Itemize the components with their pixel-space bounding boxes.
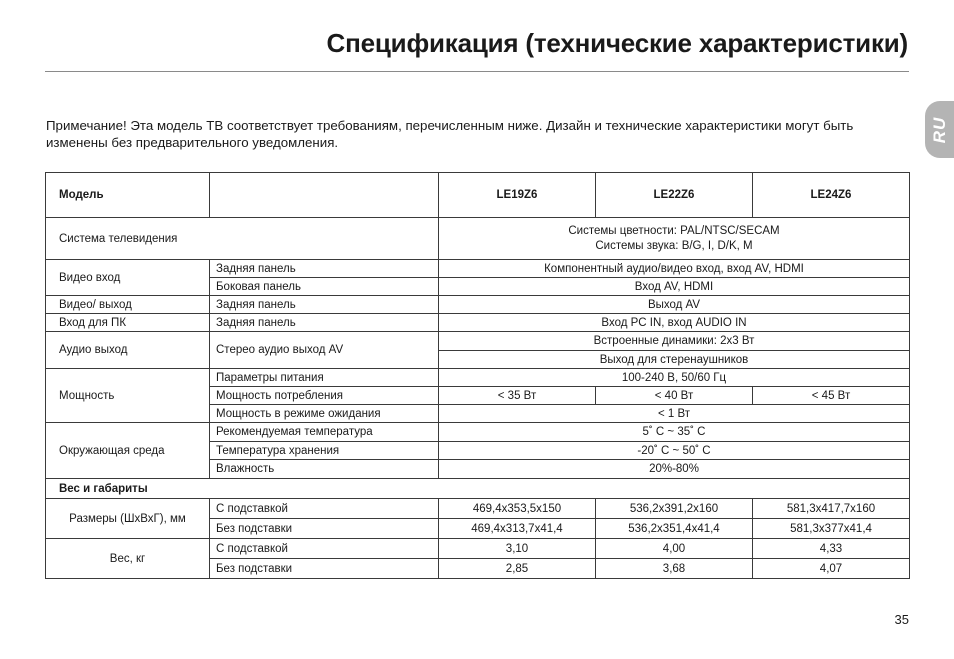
env-storage-label: Температура хранения xyxy=(210,442,439,460)
tv-system-value xyxy=(439,218,910,260)
dims-without-stand-le19z6: 469,4x313,7x41,4 xyxy=(439,519,596,539)
video-out-sub: Задняя панель xyxy=(210,296,439,314)
audio-out-speakers: Встроенные динамики: 2x3 Вт xyxy=(439,332,910,351)
table-row xyxy=(46,479,910,499)
page-title: Спецификация (технические характеристики) xyxy=(326,28,908,58)
power-supply-value: 100-240 В, 50/60 Гц xyxy=(439,369,910,387)
page-number: 35 xyxy=(894,612,909,627)
weight-with-stand-le22z6: 4,00 xyxy=(596,539,753,559)
power-consumption-le24z6: < 45 Вт xyxy=(753,387,910,405)
weight-dims-header: Вес и габариты xyxy=(46,479,910,499)
note-text: Примечание! Эта модель ТВ соответствует требованиям, перечисленным ниже. Дизайн и технические характеристики могут быть изменены без предварительного уведомления. xyxy=(46,118,854,150)
dims-with-stand-label: С подставкой xyxy=(210,499,439,519)
video-out-label: Видео/ выход xyxy=(46,296,210,314)
audio-out-sub: Стерео аудио выход AV xyxy=(210,332,439,369)
pc-in-value: Вход PC IN, вход AUDIO IN xyxy=(439,314,910,332)
tv-system-label: Система телевидения xyxy=(46,218,439,260)
weight-without-stand-le24z6: 4,07 xyxy=(753,559,910,579)
title-divider xyxy=(45,71,909,72)
video-in-label: Видео вход xyxy=(46,260,210,296)
audio-out-headphones: Выход для стеренаушников xyxy=(439,351,910,369)
blank-header-cell xyxy=(210,173,439,218)
model-le24z6: LE24Z6 xyxy=(753,173,910,218)
tv-system-color: Системы цветности: PAL/NTSC/SECAM xyxy=(568,224,780,237)
pc-in-label: Вход для ПК xyxy=(46,314,210,332)
language-tab xyxy=(925,101,954,158)
table-row xyxy=(46,314,910,332)
weight-label: Вес, кг xyxy=(46,539,210,579)
weight-with-stand-le24z6: 4,33 xyxy=(753,539,910,559)
env-storage-value: -20˚ C ~ 50˚ C xyxy=(439,442,910,460)
env-humidity-value: 20%-80% xyxy=(439,460,910,479)
power-consumption-label: Мощность потребления xyxy=(210,387,439,405)
environment-label: Окружающая среда xyxy=(46,423,210,479)
video-in-rear-label: Задняя панель xyxy=(210,260,439,278)
dims-with-stand-le19z6: 469,4x353,5x150 xyxy=(439,499,596,519)
video-in-rear-value: Компонентный аудио/видео вход, вход AV, HDMI xyxy=(439,260,910,278)
model-header: Модель xyxy=(46,173,210,218)
table-row xyxy=(46,539,910,559)
dims-without-stand-le22z6: 536,2x351,4x41,4 xyxy=(596,519,753,539)
weight-without-stand-le19z6: 2,85 xyxy=(439,559,596,579)
table-row xyxy=(46,332,910,351)
env-humidity-label: Влажность xyxy=(210,460,439,479)
power-standby-label: Мощность в режиме ожидания xyxy=(210,405,439,423)
power-supply-label: Параметры питания xyxy=(210,369,439,387)
tv-system-sound: Системы звука: B/G, I, D/K, M xyxy=(595,239,753,252)
table-row xyxy=(46,369,910,387)
dims-without-stand-le24z6: 581,3x377x41,4 xyxy=(753,519,910,539)
power-consumption-le19z6: < 35 Вт xyxy=(439,387,596,405)
table-row xyxy=(46,173,910,218)
dims-with-stand-le24z6: 581,3x417,7x160 xyxy=(753,499,910,519)
model-le19z6: LE19Z6 xyxy=(439,173,596,218)
video-in-side-label: Боковая панель xyxy=(210,278,439,296)
table-row xyxy=(46,499,910,519)
env-recommended-label: Рекомендуемая температура xyxy=(210,423,439,442)
audio-out-label: Аудио выход xyxy=(46,332,210,369)
power-label: Мощность xyxy=(46,369,210,423)
table-row xyxy=(46,260,910,278)
language-tab-label: RU xyxy=(929,116,949,143)
spec-table xyxy=(45,172,910,579)
table-row xyxy=(46,423,910,442)
weight-with-stand-label: С подставкой xyxy=(210,539,439,559)
power-standby-value: < 1 Вт xyxy=(439,405,910,423)
dims-with-stand-le22z6: 536,2x391,2x160 xyxy=(596,499,753,519)
dims-without-stand-label: Без подставки xyxy=(210,519,439,539)
table-row xyxy=(46,218,910,260)
power-consumption-le22z6: < 40 Вт xyxy=(596,387,753,405)
dimensions-label: Размеры (ШхВхГ), мм xyxy=(46,499,210,539)
table-row xyxy=(46,296,910,314)
video-out-value: Выход AV xyxy=(439,296,910,314)
weight-without-stand-label: Без подставки xyxy=(210,559,439,579)
env-recommended-value: 5˚ C ~ 35˚ C xyxy=(439,423,910,442)
video-in-side-value: Вход AV, HDMI xyxy=(439,278,910,296)
weight-with-stand-le19z6: 3,10 xyxy=(439,539,596,559)
model-le22z6: LE22Z6 xyxy=(596,173,753,218)
weight-without-stand-le22z6: 3,68 xyxy=(596,559,753,579)
pc-in-sub: Задняя панель xyxy=(210,314,439,332)
